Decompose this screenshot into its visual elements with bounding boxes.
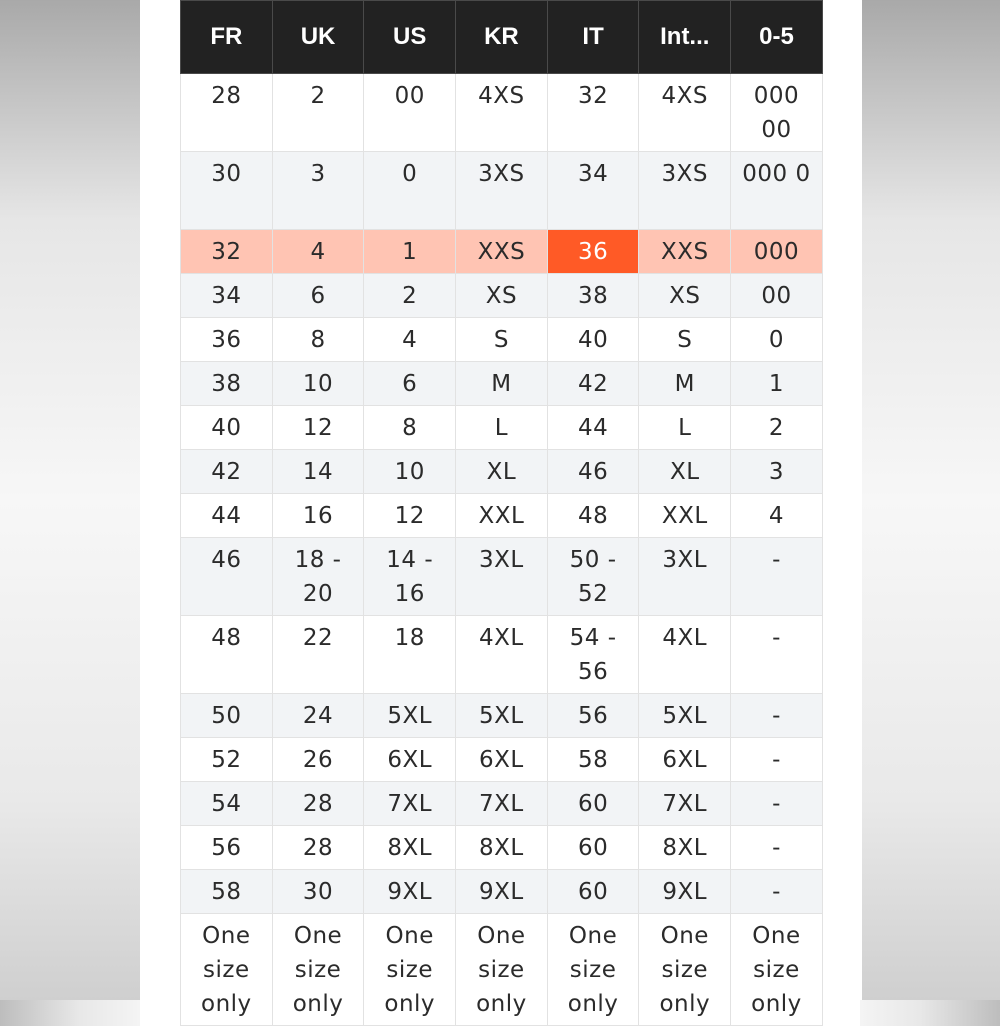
cell-it: 54 - 56: [547, 616, 639, 694]
table-row: [181, 826, 823, 870]
cell-us: 12: [364, 494, 456, 538]
cell-uk: 26: [272, 738, 364, 782]
cell-uk: 24: [272, 694, 364, 738]
header-it: IT: [547, 1, 639, 74]
cell-0-5: 3: [731, 450, 823, 494]
cell-fr: 28: [181, 74, 273, 152]
cell-uk: 12: [272, 406, 364, 450]
cell-it: 60: [547, 870, 639, 914]
cell-fr: 42: [181, 450, 273, 494]
cell-kr: 6XL: [456, 738, 548, 782]
table-row: [181, 74, 823, 152]
cell-kr: 3XS: [456, 152, 548, 230]
cell-kr: 3XL: [456, 538, 548, 616]
header-row: [181, 1, 823, 74]
cell-fr: 38: [181, 362, 273, 406]
table-row: [181, 450, 823, 494]
table-row: [181, 782, 823, 826]
cell-fr: 44: [181, 494, 273, 538]
table-row: [181, 870, 823, 914]
cell-kr: 5XL: [456, 694, 548, 738]
cell-us: 6XL: [364, 738, 456, 782]
cell-kr: S: [456, 318, 548, 362]
header-kr: KR: [456, 1, 548, 74]
cell-0-5: -: [731, 870, 823, 914]
cell-fr: 58: [181, 870, 273, 914]
left-background-shade: [0, 0, 140, 1000]
cell-us: 9XL: [364, 870, 456, 914]
cell-kr: 4XL: [456, 616, 548, 694]
cell-us: 4: [364, 318, 456, 362]
cell-fr: 36: [181, 318, 273, 362]
cell-int: 6XL: [639, 738, 731, 782]
cell-uk: 2: [272, 74, 364, 152]
cell-kr: XXS: [456, 230, 548, 274]
cell-uk: 28: [272, 826, 364, 870]
cell-uk: One size only: [272, 914, 364, 1026]
cell-us: 6: [364, 362, 456, 406]
cell-uk: 10: [272, 362, 364, 406]
cell-it: 46: [547, 450, 639, 494]
table-row: [181, 406, 823, 450]
cell-0-5: 00: [731, 274, 823, 318]
cell-int: 3XS: [639, 152, 731, 230]
cell-0-5: -: [731, 826, 823, 870]
right-background-shade: [860, 0, 1000, 1000]
cell-kr: XXL: [456, 494, 548, 538]
cell-0-5: -: [731, 538, 823, 616]
cell-us: 8XL: [364, 826, 456, 870]
table-row: [181, 694, 823, 738]
cell-fr: One size only: [181, 914, 273, 1026]
cell-0-5: 000 0: [731, 152, 823, 230]
cell-us: 8: [364, 406, 456, 450]
cell-kr: XL: [456, 450, 548, 494]
cell-kr: M: [456, 362, 548, 406]
cell-int: 4XS: [639, 74, 731, 152]
cell-it: 38: [547, 274, 639, 318]
cell-fr: 56: [181, 826, 273, 870]
size-chart-panel: [140, 0, 862, 1017]
cell-int: 4XL: [639, 616, 731, 694]
header-fr: FR: [181, 1, 273, 74]
table-row: [181, 274, 823, 318]
table-row: [181, 494, 823, 538]
cell-int: 5XL: [639, 694, 731, 738]
cell-fr: 50: [181, 694, 273, 738]
table-row: [181, 152, 823, 230]
cell-us: 10: [364, 450, 456, 494]
cell-it: 32: [547, 74, 639, 152]
cell-it: 34: [547, 152, 639, 230]
cell-0-5: -: [731, 616, 823, 694]
table-row: [181, 616, 823, 694]
cell-uk: 28: [272, 782, 364, 826]
header-0-5: 0-5: [731, 1, 823, 74]
cell-it: 56: [547, 694, 639, 738]
cell-uk: 22: [272, 616, 364, 694]
cell-it: 44: [547, 406, 639, 450]
cell-us: 7XL: [364, 782, 456, 826]
cell-kr: One size only: [456, 914, 548, 1026]
cell-it: 50 - 52: [547, 538, 639, 616]
table-row-selected: [181, 230, 823, 274]
cell-uk: 30: [272, 870, 364, 914]
cell-us: 00: [364, 74, 456, 152]
table-row: [181, 914, 823, 1026]
cell-it: 42: [547, 362, 639, 406]
cell-us: 5XL: [364, 694, 456, 738]
cell-0-5: -: [731, 782, 823, 826]
cell-kr: 9XL: [456, 870, 548, 914]
cell-fr: 54: [181, 782, 273, 826]
cell-0-5: 1: [731, 362, 823, 406]
cell-uk: 16: [272, 494, 364, 538]
cell-int: 8XL: [639, 826, 731, 870]
cell-fr: 34: [181, 274, 273, 318]
cell-int: L: [639, 406, 731, 450]
cell-it: 60: [547, 826, 639, 870]
cell-fr: 52: [181, 738, 273, 782]
cell-us: One size only: [364, 914, 456, 1026]
cell-uk: 3: [272, 152, 364, 230]
table-row: [181, 318, 823, 362]
cell-int: 3XL: [639, 538, 731, 616]
cell-int: 9XL: [639, 870, 731, 914]
cell-uk: 6: [272, 274, 364, 318]
cell-it: 58: [547, 738, 639, 782]
cell-it: 40: [547, 318, 639, 362]
cell-int: 7XL: [639, 782, 731, 826]
cell-0-5: 000 00: [731, 74, 823, 152]
cell-0-5: 0: [731, 318, 823, 362]
size-conversion-table: [180, 0, 823, 1026]
cell-fr: 32: [181, 230, 273, 274]
cell-us: 18: [364, 616, 456, 694]
table-body: [181, 74, 823, 1026]
cell-0-5: 000: [731, 230, 823, 274]
cell-0-5: One size only: [731, 914, 823, 1026]
cell-fr: 46: [181, 538, 273, 616]
cell-int: M: [639, 362, 731, 406]
table-row: [181, 362, 823, 406]
header-us: US: [364, 1, 456, 74]
table-row: [181, 538, 823, 616]
header-int: Int...: [639, 1, 731, 74]
cell-int: XXS: [639, 230, 731, 274]
cell-int: XS: [639, 274, 731, 318]
cell-int: One size only: [639, 914, 731, 1026]
cell-uk: 18 - 20: [272, 538, 364, 616]
cell-int: XXL: [639, 494, 731, 538]
cell-it: One size only: [547, 914, 639, 1026]
cell-0-5: 4: [731, 494, 823, 538]
cell-int: XL: [639, 450, 731, 494]
cell-uk: 14: [272, 450, 364, 494]
table-row: [181, 738, 823, 782]
cell-fr: 30: [181, 152, 273, 230]
cell-kr: 7XL: [456, 782, 548, 826]
cell-int: S: [639, 318, 731, 362]
cell-0-5: 2: [731, 406, 823, 450]
header-uk: UK: [272, 1, 364, 74]
cell-uk: 4: [272, 230, 364, 274]
cell-kr: L: [456, 406, 548, 450]
cell-us: 1: [364, 230, 456, 274]
cell-0-5: -: [731, 694, 823, 738]
table-header: [181, 1, 823, 74]
cell-0-5: -: [731, 738, 823, 782]
cell-fr: 48: [181, 616, 273, 694]
cell-us: 0: [364, 152, 456, 230]
cell-us: 14 - 16: [364, 538, 456, 616]
cell-it-selected: 36: [547, 230, 639, 274]
cell-it: 60: [547, 782, 639, 826]
cell-uk: 8: [272, 318, 364, 362]
cell-kr: 8XL: [456, 826, 548, 870]
cell-fr: 40: [181, 406, 273, 450]
cell-kr: 4XS: [456, 74, 548, 152]
cell-it: 48: [547, 494, 639, 538]
cell-kr: XS: [456, 274, 548, 318]
cell-us: 2: [364, 274, 456, 318]
